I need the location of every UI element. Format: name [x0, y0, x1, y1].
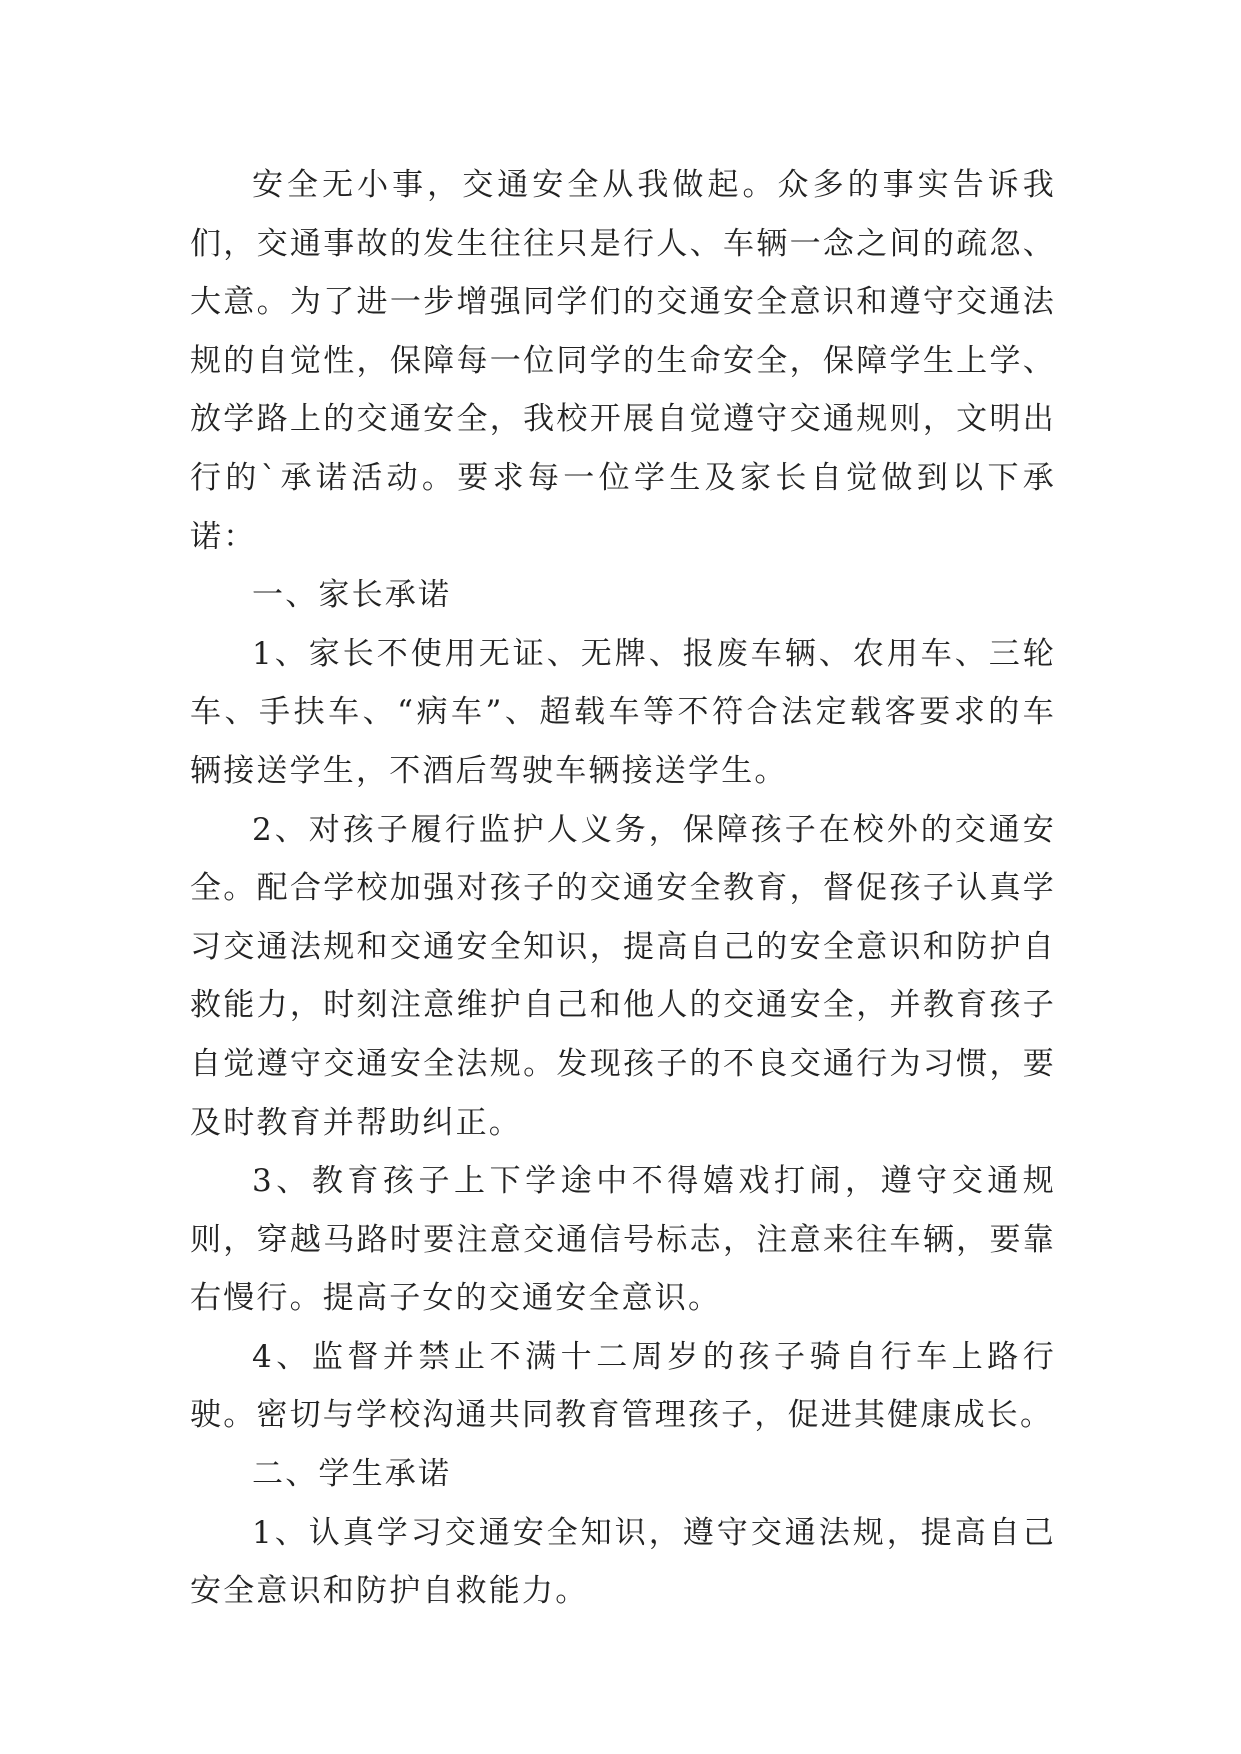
intro-paragraph: 安全无小事，交通安全从我做起。众多的事实告诉我们，交通事故的发生往往只是行人、车辆一念之间的疏忽、大意。为了进一步增强同学们的交通安全意识和遵守交通法规的自觉性，保障每一位同学的生命安全，保障学生上学、放学路上的交通安全，我校开展自觉遵守交通规则，文明出行的`承诺活动。要求每一位学生及家长自觉做到以下承诺： [190, 167, 1056, 555]
student-pledge-1: 1、认真学习交通安全知识，遵守交通法规，提高自己安全意识和防护自救能力。 [190, 1514, 1056, 1610]
parent-pledge-1: 1、家长不使用无证、无牌、报废车辆、农用车、三轮车、手扶车、“病车”、超载车等不符合法定载客要求的车辆接送学生，不酒后驾驶车辆接送学生。 [190, 635, 1056, 789]
section-heading-parents: 一、家长承诺 [252, 577, 452, 614]
parent-pledge-3: 3、教育孩子上下学途中不得嬉戏打闹，遵守交通规则，穿越马路时要注意交通信号标志，注意来往车辆，要靠右慢行。提高子女的交通安全意识。 [190, 1163, 1056, 1317]
document-body [190, 156, 1056, 1621]
section-heading-students: 二、学生承诺 [252, 1456, 452, 1493]
parent-pledge-2: 2、对孩子履行监护人义务，保障孩子在校外的交通安全。配合学校加强对孩子的交通安全教育，督促孩子认真学习交通法规和交通安全知识，提高自己的安全意识和防护自救能力，时刻注意维护自己和他人的交通安全，并教育孩子自觉遵守交通安全法规。发现孩子的不良交通行为习惯，要及时教育并帮助纠正。 [190, 811, 1056, 1141]
parent-pledge-4: 4、监督并禁止不满十二周岁的孩子骑自行车上路行驶。密切与学校沟通共同教育管理孩子，促进其健康成长。 [190, 1338, 1056, 1434]
